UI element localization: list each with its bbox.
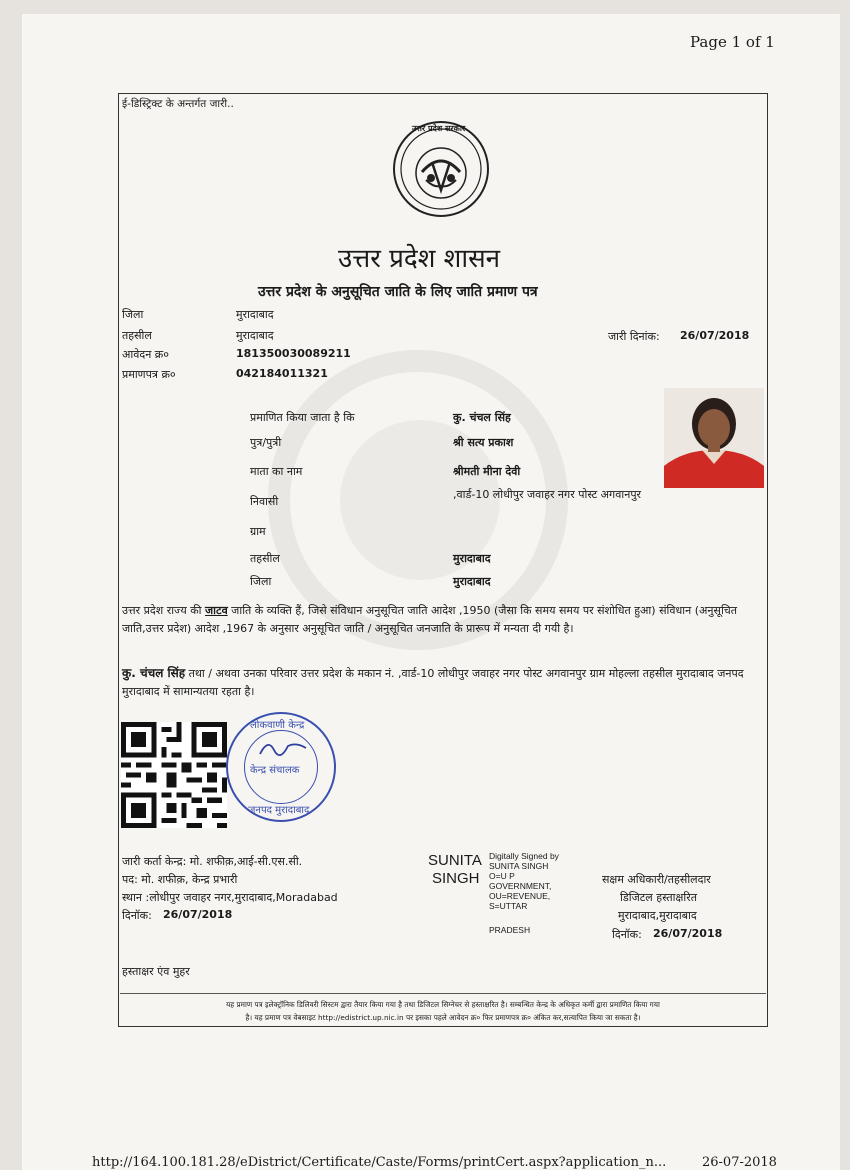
parent-name: श्री सत्य प्रकाश — [453, 436, 514, 449]
authority-digital-sign: डिजिटल हस्ताक्षरित — [620, 891, 697, 904]
paragraph-applicant-name: कु. चंचल सिंह — [122, 666, 186, 680]
digital-signature-details — [489, 851, 559, 935]
caste-name: जाटव — [205, 604, 228, 617]
issue-date-value: 26/07/2018 — [680, 329, 750, 342]
issue-date-label: जारी दिनांक: — [608, 330, 660, 343]
stamp-signature — [258, 736, 308, 760]
district-label: जिला — [122, 308, 144, 321]
village-label: ग्राम — [250, 525, 266, 538]
caste-declaration-paragraph — [122, 602, 762, 638]
stamp-bottom-text: जनपद मुरादाबाद — [248, 805, 310, 816]
paragraph-text-b: जाति के व्यक्ति हैं, जिसे संविधान अनुसूचित जाति आदेश ,1950 (जैसा कि समय समय पर संशोधित हुआ) संविधान (अनुसूचित जाति,उत्तर प्रदेश) आदेश ,1967 के अनुसार अनुसूचित जाति / अनुसूचित जनजाति के प्रारूप में मन्यता दी गयी है। — [122, 604, 738, 635]
signer-name-line2: SINGH — [432, 870, 480, 887]
verification-note — [120, 998, 766, 1024]
digital-sig-line2: SUNITA SINGH — [489, 861, 549, 871]
issuer-date-label: दिनॉक: — [122, 909, 152, 922]
certificate-number-label: प्रमाणपत्र क्र० — [122, 368, 176, 381]
application-number-label: आवेदन क्र० — [122, 348, 169, 361]
verification-note-line2: है। यह प्रमाण पत्र वेबसाइट http://edistrict.up.nic.in पर इसका पहले आवेदन क्र० फिर प्रमाणपत्र क्र० अंकित कर,सत्यापित किया जा सकता है। — [245, 1013, 641, 1022]
print-date: 26-07-2018 — [702, 1155, 777, 1170]
digital-sig-line3: O=U P — [489, 871, 515, 881]
authority-date-label: दिनॉक: — [612, 928, 642, 941]
issuer-date-value: 26/07/2018 — [163, 908, 233, 921]
stamp-top-text: लोकवाणी केन्द्र — [250, 720, 305, 731]
digital-sig-line5: OU=REVENUE, — [489, 891, 551, 901]
digital-sig-line6: S=UTTAR — [489, 901, 528, 911]
applicant-name: कु. चंचल सिंह — [453, 411, 511, 424]
verification-note-line1: यह प्रमाण पत्र इलेक्ट्रॉनिक डिलिवरी सिस्टम द्वारा तैयार किया गया है तथा डिजिटल सिग्नेचर से हस्ताक्षरित है। सम्बन्धित केन्द्र के अधिकृत कर्मी द्वारा प्रमाणित किया गया — [226, 1000, 660, 1009]
detail-tehsil-label: तहसील — [250, 552, 280, 565]
paragraph-text-a: उत्तर प्रदेश राज्य की — [122, 604, 206, 617]
stamp-middle-text: केन्द्र संचालक — [250, 765, 300, 776]
application-number-value: 181350030089211 — [236, 347, 351, 360]
certify-label: प्रमाणित किया जाता है कि — [250, 411, 355, 424]
issued-under-text: ई-डिस्ट्रिक्ट के अन्तर्गत जारी.. — [122, 98, 234, 110]
parent-label: पुत्र/पुत्री — [250, 436, 282, 449]
digital-sig-line4: GOVERNMENT, — [489, 881, 552, 891]
detail-district-value: मुरादाबाद — [453, 575, 491, 588]
detail-district-label: जिला — [250, 575, 272, 588]
certificate-subtitle: उत्तर प्रदेश के अनुसूचित जाति के लिए जाति प्रमाण पत्र — [258, 284, 538, 300]
center-stamp — [226, 712, 336, 822]
issuer-center: जारी कर्ता केन्द्र: मो. शफीक़,आई-सी.एस.सी. — [122, 855, 303, 868]
mother-name: श्रीमती मीना देवी — [453, 465, 521, 478]
signer-name-line1: SUNITA — [428, 852, 482, 869]
up-government-emblem — [392, 120, 490, 218]
certificate-main-title: उत्तर प्रदेश शासन — [338, 244, 501, 274]
resident-address: ,वार्ड-10 लोधीपुर जवाहर नगर पोस्ट अगवानपुर — [453, 488, 642, 501]
mother-label: माता का नाम — [250, 465, 303, 478]
tehsil-value: मुरादाबाद — [236, 329, 274, 342]
tehsil-label: तहसील — [122, 329, 152, 342]
print-url: http://164.100.181.28/eDistrict/Certificate/Caste/Forms/printCert.aspx?application_n... — [92, 1155, 667, 1170]
residence-paragraph — [122, 664, 762, 701]
certificate-number-value: 042184011321 — [236, 367, 328, 380]
applicant-photo — [664, 388, 764, 488]
issuer-post: पद: मो. शफीक़, केन्द्र प्रभारी — [122, 873, 238, 886]
authority-title: सक्षम अधिकारी/तहसीलदार — [602, 873, 711, 886]
authority-place: मुरादाबाद,मुरादाबाद — [618, 909, 697, 922]
sign-and-seal-label: हस्ताक्षर एंव मुहर — [122, 965, 190, 978]
paragraph-residence-text: तथा / अथवा उनका परिवार उत्तर प्रदेश के मकान नं. ,वार्ड-10 लोधीपुर जवाहर नगर पोस्ट अगवानपुर ग्राम मोहल्ला तहसील मुरादाबाद जनपद मुरादाबाद में सामान्यतया रहता है। — [122, 667, 744, 698]
resident-label: निवासी — [250, 495, 279, 508]
emblem-text: उत्तर प्रदेश सरकार — [412, 124, 466, 133]
page-number: Page 1 of 1 — [690, 33, 775, 51]
issuer-place: स्थान :लोधीपुर जवाहर नगर,मुरादाबाद,Moradabad — [122, 891, 338, 904]
footer-divider — [120, 993, 766, 994]
qr-code — [121, 722, 227, 828]
detail-tehsil-value: मुरादाबाद — [453, 552, 491, 565]
digital-sig-line1: Digitally Signed by — [489, 851, 559, 861]
district-value: मुरादाबाद — [236, 308, 274, 321]
digital-sig-line7: PRADESH — [489, 925, 531, 935]
authority-date-value: 26/07/2018 — [653, 927, 723, 940]
